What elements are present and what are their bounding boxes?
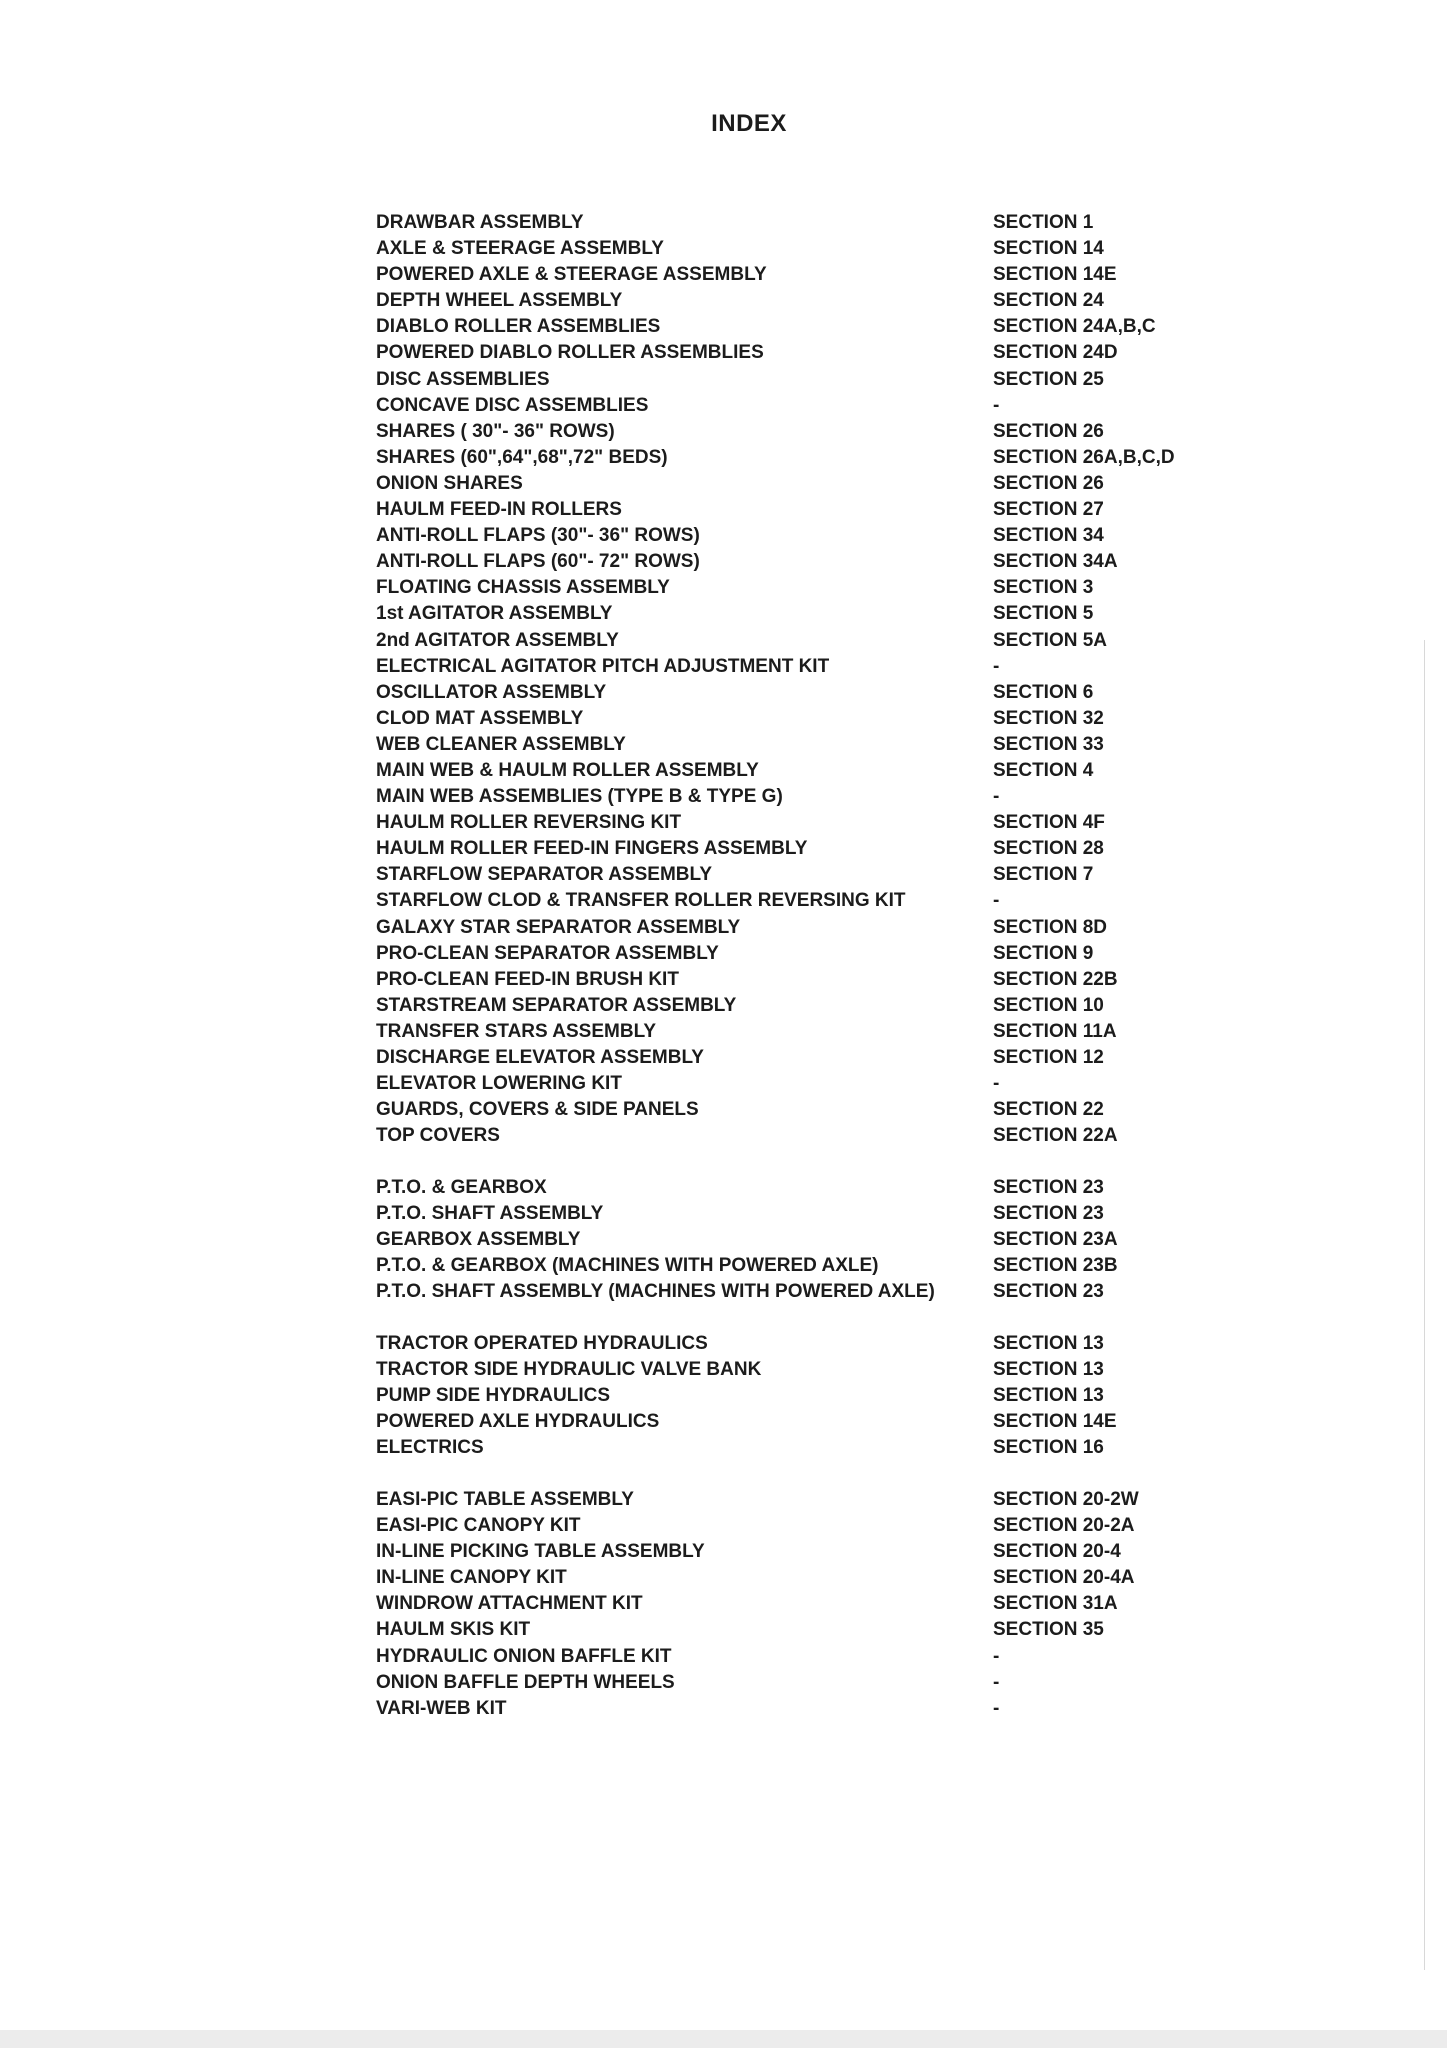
index-entry-section: SECTION 34 — [993, 525, 1104, 547]
index-entry-label: GALAXY STAR SEPARATOR ASSEMBLY — [376, 916, 741, 938]
index-group-tables-kits — [376, 1487, 1196, 1722]
index-entry-section: - — [993, 786, 1000, 808]
index-entry-section: SECTION 23 — [993, 1203, 1104, 1225]
index-entry-section: SECTION 26 — [993, 472, 1104, 494]
index-row — [376, 1357, 1196, 1383]
index-entry-label: OSCILLATOR ASSEMBLY — [376, 681, 607, 703]
index-entry-section: SECTION 4F — [993, 812, 1105, 834]
index-entry-section: SECTION 5 — [993, 603, 1094, 625]
index-row — [376, 445, 1196, 471]
index-row — [376, 1201, 1196, 1227]
index-row — [376, 1565, 1196, 1591]
index-entry-label: TOP COVERS — [376, 1125, 500, 1147]
index-entry-section: SECTION 23A — [993, 1229, 1118, 1251]
index-entry-label: P.T.O. & GEARBOX (MACHINES WITH POWERED AXLE) — [376, 1255, 879, 1277]
index-entry-label: P.T.O. SHAFT ASSEMBLY — [376, 1203, 604, 1225]
index-row — [376, 836, 1196, 862]
index-entry-label: POWERED AXLE HYDRAULICS — [376, 1411, 660, 1433]
index-entry-label: VARI-WEB KIT — [376, 1697, 507, 1719]
index-entry-section: SECTION 6 — [993, 681, 1094, 703]
index-entry-label: PUMP SIDE HYDRAULICS — [376, 1385, 611, 1407]
index-entry-label: ONION BAFFLE DEPTH WHEELS — [376, 1671, 675, 1693]
index-entry-label: GUARDS, COVERS & SIDE PANELS — [376, 1099, 699, 1121]
index-entry-section: SECTION 22B — [993, 968, 1118, 990]
index-row — [376, 1045, 1196, 1071]
index-entry-label: IN-LINE PICKING TABLE ASSEMBLY — [376, 1541, 705, 1563]
index-entry-label: GEARBOX ASSEMBLY — [376, 1229, 581, 1251]
index-entry-label: DEPTH WHEEL ASSEMBLY — [376, 290, 623, 312]
index-entry-section: SECTION 14E — [993, 264, 1117, 286]
index-row — [376, 1670, 1196, 1696]
index-entry-label: PRO-CLEAN SEPARATOR ASSEMBLY — [376, 942, 719, 964]
index-entry-section: SECTION 8D — [993, 916, 1108, 938]
index-row — [376, 419, 1196, 445]
scan-margin-line — [1424, 640, 1425, 1970]
index-entry-section: SECTION 14 — [993, 238, 1104, 260]
index-entry-section: SECTION 22A — [993, 1125, 1118, 1147]
index-row — [376, 654, 1196, 680]
index-row — [376, 993, 1196, 1019]
index-entry-section: - — [993, 890, 1000, 912]
index-entry-section: SECTION 31A — [993, 1593, 1118, 1615]
index-entry-section: SECTION 20-4 — [993, 1541, 1121, 1563]
index-entry-label: HAULM ROLLER REVERSING KIT — [376, 812, 682, 834]
index-entry-label: ANTI-ROLL FLAPS (60"- 72" ROWS) — [376, 551, 700, 573]
index-entry-section: SECTION 20-2W — [993, 1489, 1139, 1510]
index-row — [376, 549, 1196, 575]
index-row — [376, 915, 1196, 941]
index-row — [376, 236, 1196, 262]
index-row — [376, 1644, 1196, 1670]
index-entry-label: DIABLO ROLLER ASSEMBLIES — [376, 316, 661, 338]
index-row — [376, 758, 1196, 784]
index-entry-label: SHARES ( 30"- 36" ROWS) — [376, 420, 615, 442]
index-entry-label: ELECTRICAL AGITATOR PITCH ADJUSTMENT KIT — [376, 655, 830, 677]
index-entry-label: WEB CLEANER ASSEMBLY — [376, 733, 626, 755]
index-entry-section: SECTION 27 — [993, 499, 1104, 521]
index-entry-section: - — [993, 1697, 1000, 1719]
page-title: INDEX — [711, 110, 787, 137]
index-entry-section: SECTION 1 — [993, 212, 1094, 233]
index-entry-section: SECTION 5A — [993, 629, 1108, 651]
index-row — [376, 1123, 1196, 1149]
index-entry-section: SECTION 23 — [993, 1281, 1104, 1303]
index-row — [376, 1331, 1196, 1357]
index-entry-section: SECTION 28 — [993, 838, 1104, 860]
index-row — [376, 393, 1196, 419]
index-entry-label: POWERED AXLE & STEERAGE ASSEMBLY — [376, 264, 767, 286]
index-row — [376, 1435, 1196, 1461]
index-entry-label: DISC ASSEMBLIES — [376, 368, 550, 390]
index-entry-label: HAULM FEED-IN ROLLERS — [376, 499, 622, 521]
index-row — [376, 1097, 1196, 1123]
index-entry-section: SECTION 34A — [993, 551, 1118, 573]
index-entry-label: MAIN WEB & HAULM ROLLER ASSEMBLY — [376, 759, 759, 781]
index-entry-label: ANTI-ROLL FLAPS (30"- 36" ROWS) — [376, 525, 700, 547]
index-row — [376, 1383, 1196, 1409]
index-row — [376, 471, 1196, 497]
index-entry-section: SECTION 26A,B,C,D — [993, 446, 1175, 468]
index-entry-section: SECTION 20-2A — [993, 1515, 1135, 1537]
index-entry-label: WINDROW ATTACHMENT KIT — [376, 1593, 643, 1615]
index-row — [376, 210, 1196, 236]
index-entry-section: - — [993, 394, 1000, 416]
index-entry-section: - — [993, 1073, 1000, 1095]
index-entry-label: MAIN WEB ASSEMBLIES (TYPE B & TYPE G) — [376, 786, 783, 808]
index-entry-section: SECTION 3 — [993, 577, 1094, 599]
index-row — [376, 523, 1196, 549]
index-entry-label: FLOATING CHASSIS ASSEMBLY — [376, 577, 670, 599]
index-row — [376, 784, 1196, 810]
index-entry-label: POWERED DIABLO ROLLER ASSEMBLIES — [376, 342, 764, 364]
index-entry-section: SECTION 25 — [993, 368, 1104, 390]
index-entry-label: P.T.O. SHAFT ASSEMBLY (MACHINES WITH POWERED AXLE) — [376, 1281, 935, 1303]
index-entry-label: P.T.O. & GEARBOX — [376, 1177, 547, 1198]
index-row — [376, 732, 1196, 758]
index-entry-section: SECTION 12 — [993, 1047, 1104, 1068]
index-row — [376, 601, 1196, 627]
index-row — [376, 888, 1196, 914]
index-row — [376, 967, 1196, 993]
index-row — [376, 1513, 1196, 1539]
index-group-hydraulics — [376, 1331, 1196, 1461]
index-entry-label: TRACTOR SIDE HYDRAULIC VALVE BANK — [376, 1359, 762, 1381]
index-entry-section: SECTION 20-4A — [993, 1567, 1135, 1589]
index-entry-section: SECTION 23B — [993, 1255, 1118, 1277]
index-row — [376, 314, 1196, 340]
index-entry-section: - — [993, 1645, 1000, 1667]
index-row — [376, 862, 1196, 888]
index-row — [376, 1591, 1196, 1617]
index-entry-section: SECTION 13 — [993, 1385, 1104, 1407]
index-entry-label: STARFLOW SEPARATOR ASSEMBLY — [376, 864, 713, 886]
index-entry-section: SECTION 24D — [993, 342, 1118, 364]
index-row — [376, 367, 1196, 393]
index-row — [376, 628, 1196, 654]
index-entry-section: SECTION 32 — [993, 707, 1104, 729]
index-entry-label: HYDRAULIC ONION BAFFLE KIT — [376, 1645, 672, 1667]
index-row — [376, 262, 1196, 288]
index-row — [376, 1175, 1196, 1201]
index-row — [376, 1071, 1196, 1097]
index-row — [376, 1539, 1196, 1565]
index-row — [376, 680, 1196, 706]
index-row — [376, 340, 1196, 366]
index-entry-label: 2nd AGITATOR ASSEMBLY — [376, 629, 619, 651]
index-entry-label: CONCAVE DISC ASSEMBLIES — [376, 394, 649, 416]
index-entry-label: AXLE & STEERAGE ASSEMBLY — [376, 238, 664, 260]
index-entry-label: STARFLOW CLOD & TRANSFER ROLLER REVERSING KIT — [376, 890, 906, 912]
index-entry-section: SECTION 24 — [993, 290, 1104, 312]
index-entry-label: ELECTRICS — [376, 1437, 484, 1459]
index-row — [376, 1227, 1196, 1253]
index-row — [376, 941, 1196, 967]
index-row — [376, 288, 1196, 314]
index-entry-section: SECTION 14E — [993, 1411, 1117, 1433]
index-entry-label: TRACTOR OPERATED HYDRAULICS — [376, 1333, 708, 1354]
index-entry-section: SECTION 26 — [993, 420, 1104, 442]
index-entry-section: SECTION 13 — [993, 1359, 1104, 1381]
index-row — [376, 1696, 1196, 1722]
index-entry-section: SECTION 9 — [993, 942, 1094, 964]
index-entry-label: EASI-PIC CANOPY KIT — [376, 1515, 581, 1537]
index-entry-label: DISCHARGE ELEVATOR ASSEMBLY — [376, 1047, 704, 1068]
index-entry-label: PRO-CLEAN FEED-IN BRUSH KIT — [376, 968, 679, 990]
index-entry-section: SECTION 10 — [993, 994, 1104, 1016]
index-entry-section: SECTION 11A — [993, 1020, 1117, 1042]
index-entry-label: ELEVATOR LOWERING KIT — [376, 1073, 622, 1095]
index-entry-section: - — [993, 655, 1000, 677]
index-row — [376, 1617, 1196, 1643]
index-entry-section: SECTION 13 — [993, 1333, 1104, 1354]
index-entry-label: HAULM ROLLER FEED-IN FINGERS ASSEMBLY — [376, 838, 808, 860]
index-row — [376, 1409, 1196, 1435]
index-entry-section: SECTION 7 — [993, 864, 1094, 886]
index-row — [376, 1487, 1196, 1513]
index-entry-section: SECTION 22 — [993, 1099, 1104, 1121]
scan-bottom-edge — [0, 2030, 1447, 2048]
index-row — [376, 1279, 1196, 1305]
index-entry-label: 1st AGITATOR ASSEMBLY — [376, 603, 613, 625]
index-entry-label: TRANSFER STARS ASSEMBLY — [376, 1020, 657, 1042]
index-entry-section: SECTION 33 — [993, 733, 1104, 755]
index-row — [376, 1019, 1196, 1045]
index-entry-section: SECTION 24A,B,C — [993, 316, 1156, 338]
index-entry-label: HAULM SKIS KIT — [376, 1619, 531, 1641]
index-entry-section: - — [993, 1671, 1000, 1693]
index-group-pto — [376, 1175, 1196, 1305]
index-row — [376, 1253, 1196, 1279]
index-row — [376, 575, 1196, 601]
index-row — [376, 810, 1196, 836]
index-entry-label: SHARES (60",64",68",72" BEDS) — [376, 446, 668, 468]
index-entry-label: ONION SHARES — [376, 472, 523, 494]
index-entry-label: STARSTREAM SEPARATOR ASSEMBLY — [376, 994, 737, 1016]
index-entry-section: SECTION 4 — [993, 759, 1094, 781]
index-group-machine — [376, 210, 1196, 1149]
index-entry-section: SECTION 23 — [993, 1177, 1104, 1198]
index-entry-label: EASI-PIC TABLE ASSEMBLY — [376, 1489, 634, 1510]
index-entry-label: IN-LINE CANOPY KIT — [376, 1567, 567, 1589]
index-entry-label: DRAWBAR ASSEMBLY — [376, 212, 584, 233]
index-entry-label: CLOD MAT ASSEMBLY — [376, 707, 584, 729]
index-entry-section: SECTION 16 — [993, 1437, 1104, 1459]
index-entry-section: SECTION 35 — [993, 1619, 1104, 1641]
index-row — [376, 497, 1196, 523]
index-row — [376, 706, 1196, 732]
